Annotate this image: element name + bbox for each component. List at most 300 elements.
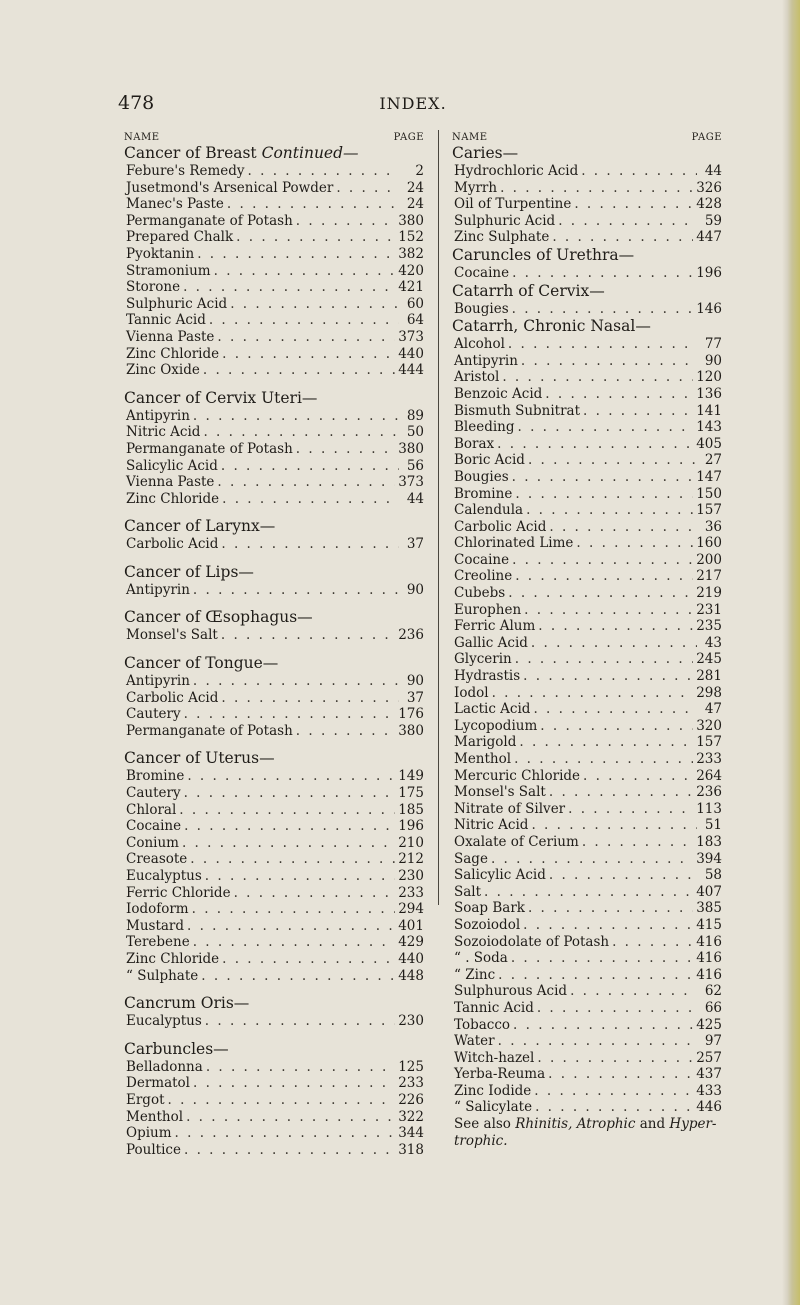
dot-leader (492, 685, 694, 702)
section-heading-text: Cancer of Lips— (124, 562, 254, 581)
entry-page: 415 (696, 916, 722, 933)
index-entry (124, 802, 424, 819)
column-header-name: NAME (124, 132, 160, 143)
entry-name: Lycopodium (454, 717, 538, 734)
entry-page: 149 (398, 768, 424, 785)
entry-page: 58 (704, 867, 722, 884)
entry-page: 440 (398, 950, 424, 967)
entry-page: 318 (398, 1141, 424, 1158)
dot-leader (484, 884, 693, 901)
index-entry (452, 1066, 722, 1083)
entry-name: Storone (126, 279, 181, 296)
dot-leader (558, 213, 697, 230)
entry-page: 43 (704, 634, 722, 651)
dot-leader (524, 602, 693, 619)
section-heading-continued: Continued— (261, 144, 359, 162)
entry-name: Mercuric Chloride (454, 767, 581, 784)
index-entry (452, 734, 722, 751)
entry-name: Tannic Acid (454, 999, 534, 1016)
entry-name: Cocaine (126, 818, 182, 835)
index-entry (452, 1050, 722, 1067)
dot-leader (205, 1013, 395, 1030)
entry-page: 196 (398, 818, 424, 835)
index-entry (452, 552, 722, 569)
section-heading-text: Cancer of Cervix Uteri— (124, 388, 318, 407)
entry-name: Europhen (454, 601, 522, 618)
entry-name: Eucalyptus (126, 1013, 202, 1030)
dot-leader (184, 706, 396, 723)
entry-page: 380 (398, 440, 424, 457)
entry-name: Zinc Chloride (126, 490, 220, 507)
entry-name: Mustard (126, 917, 185, 934)
entry-page: 185 (398, 801, 424, 818)
entry-name: Marigold (454, 734, 517, 751)
index-entry (124, 818, 424, 835)
entry-page: 281 (696, 668, 722, 685)
section-heading-text: Caruncles of Urethra— (452, 245, 635, 264)
dot-leader (206, 1059, 395, 1076)
index-entry (124, 785, 424, 802)
index-entry (124, 329, 424, 346)
dot-leader (568, 801, 693, 818)
index-column-left (124, 131, 424, 1158)
entry-page: 89 (406, 407, 424, 424)
index-entry (124, 180, 424, 197)
section-heading (452, 246, 722, 265)
dot-leader (187, 918, 395, 935)
index-entry (452, 336, 722, 353)
section-heading (124, 749, 424, 768)
entry-page: 90 (704, 352, 722, 369)
entry-name: Monsel's Salt (126, 627, 218, 644)
entry-name: Permanganate of Potash (126, 212, 293, 229)
entry-page: 421 (398, 279, 424, 296)
section-gap (124, 984, 424, 994)
dot-leader (221, 458, 399, 475)
index-entry (452, 213, 722, 230)
entry-page: 66 (704, 999, 722, 1016)
entry-page: 320 (696, 717, 722, 734)
entry-page: 385 (696, 900, 722, 917)
index-section (124, 994, 424, 1030)
dot-leader (515, 486, 693, 503)
dot-leader (497, 436, 693, 453)
index-entry (124, 213, 424, 230)
entry-name: Zinc Sulphate (454, 229, 550, 246)
dot-leader (209, 312, 399, 329)
dot-leader (512, 469, 694, 486)
index-entry (452, 419, 722, 436)
index-entry (452, 301, 722, 318)
dot-leader (612, 934, 693, 951)
entry-name: Antipyrin (454, 352, 518, 369)
entry-name: Bromine (126, 768, 185, 785)
index-entry (124, 458, 424, 475)
entry-name: “ Sulphate (126, 967, 199, 984)
entry-name: Febure's Remedy (126, 163, 245, 179)
index-entry (452, 180, 722, 197)
index-entry (452, 967, 722, 984)
entry-page: 37 (406, 536, 424, 553)
entry-name: Zinc Chloride (126, 950, 220, 967)
dot-leader (491, 851, 693, 868)
entry-name: Conium (126, 834, 179, 851)
index-entry (452, 685, 722, 702)
entry-page: 219 (696, 585, 722, 602)
entry-name: Antipyrin (126, 581, 190, 598)
index-entry (124, 968, 424, 985)
index-entry (452, 403, 722, 420)
entry-name: Zinc Iodide (454, 1082, 532, 1099)
index-entry (452, 801, 722, 818)
index-entry (452, 486, 722, 503)
dot-leader (175, 1125, 396, 1142)
entry-page: 416 (696, 966, 722, 983)
entry-name: Calendula (454, 502, 524, 519)
entry-page: 440 (398, 345, 424, 362)
index-entry (452, 768, 722, 785)
column-divider (438, 130, 439, 905)
index-entry (124, 296, 424, 313)
index-entry (452, 635, 722, 652)
dot-leader (179, 802, 395, 819)
index-entry (452, 535, 722, 552)
dot-leader (523, 668, 693, 685)
index-entry (452, 1033, 722, 1050)
entry-page: 146 (696, 300, 722, 317)
see-also-ref-1: Rhinitis, Atrophic (515, 1116, 636, 1133)
index-entry (452, 1000, 722, 1017)
index-entry (124, 1142, 424, 1159)
section-heading-text: Cancer of Larynx— (124, 517, 276, 536)
column-header-name: NAME (452, 132, 488, 143)
index-entry (452, 751, 722, 768)
index-entry (124, 474, 424, 491)
entry-page: 322 (398, 1108, 424, 1125)
entry-page: 143 (696, 419, 722, 436)
index-entry (452, 618, 722, 635)
entry-page: 150 (696, 485, 722, 502)
column-header-page: PAGE (691, 132, 722, 143)
section-gap (124, 553, 424, 563)
dot-leader (515, 568, 693, 585)
index-section (452, 317, 722, 1116)
dot-leader (230, 296, 399, 313)
entry-page: 196 (696, 264, 722, 281)
index-entry (124, 263, 424, 280)
entry-page: 62 (704, 983, 722, 1000)
entry-name: Ferric Alum (454, 618, 536, 635)
dot-leader (537, 1050, 693, 1067)
section-heading (124, 144, 424, 163)
dot-leader (576, 535, 693, 552)
index-entry (124, 627, 424, 644)
index-entry (452, 519, 722, 536)
section-heading (124, 608, 424, 627)
index-entry (124, 279, 424, 296)
entry-page: 233 (398, 884, 424, 901)
entry-page: 433 (696, 1082, 722, 1099)
entry-page: 429 (398, 934, 424, 951)
dot-leader (217, 474, 395, 491)
dot-leader (535, 1099, 693, 1116)
entry-name: Benzoic Acid (454, 385, 543, 402)
entry-name: Sozoiodol (454, 916, 521, 933)
entry-page: 176 (398, 706, 424, 723)
entry-name: Bleeding (454, 419, 515, 436)
entry-page: 36 (704, 518, 722, 535)
index-entry (452, 900, 722, 917)
entry-page: 56 (406, 457, 424, 474)
entry-name: Ergot (126, 1091, 165, 1108)
index-section (124, 1040, 424, 1159)
entry-name: Tobacco (454, 1016, 511, 1033)
dot-leader (248, 163, 399, 180)
dot-leader (531, 635, 697, 652)
dot-leader (537, 1000, 697, 1017)
entry-page: 448 (398, 967, 424, 984)
section-heading (124, 994, 424, 1013)
index-entry (452, 265, 722, 282)
dot-leader (203, 362, 395, 379)
entry-page: 27 (704, 452, 722, 469)
entry-name: Nitric Acid (454, 817, 529, 834)
dot-leader (234, 885, 396, 902)
index-entry (452, 983, 722, 1000)
entry-page: 298 (696, 684, 722, 701)
entry-name: Borax (454, 435, 495, 452)
entry-page: 344 (398, 1125, 424, 1142)
column-header (124, 131, 424, 144)
entry-page: 394 (696, 850, 722, 867)
entry-page: 24 (406, 179, 424, 196)
entry-page: 380 (398, 212, 424, 229)
dot-leader (570, 983, 697, 1000)
entry-page: 231 (696, 601, 722, 618)
entry-name: Myrrh (454, 179, 498, 196)
section-heading (124, 1040, 424, 1059)
entry-page: 24 (406, 196, 424, 213)
entry-page: 294 (398, 901, 424, 918)
dot-leader (521, 353, 697, 370)
entry-page: 257 (696, 1049, 722, 1066)
dot-leader (192, 901, 396, 918)
entry-page: 77 (704, 336, 722, 353)
dot-leader (221, 690, 399, 707)
index-entry (452, 452, 722, 469)
index-entry (124, 1075, 424, 1092)
entry-page: 50 (406, 424, 424, 441)
index-section (124, 608, 424, 644)
entry-name: Ferric Chloride (126, 884, 231, 901)
section-heading (452, 317, 722, 336)
dot-leader (545, 386, 693, 403)
entry-name: “ Salicylate (454, 1099, 533, 1116)
dot-leader (534, 1083, 693, 1100)
dot-leader (193, 673, 399, 690)
entry-name: Cocaine (454, 264, 510, 281)
entry-name: Tannic Acid (126, 312, 206, 329)
entry-page: 226 (398, 1091, 424, 1108)
dot-leader (193, 1075, 395, 1092)
entry-page: 200 (696, 551, 722, 568)
index-entry (452, 1099, 722, 1116)
dot-leader (519, 734, 693, 751)
column-header (452, 131, 722, 144)
dot-leader (193, 582, 399, 599)
entry-name: Menthol (454, 751, 512, 767)
entry-name: Menthol (126, 1108, 184, 1125)
entry-name: “ Zinc (454, 966, 496, 983)
entry-name: Antipyrin (126, 407, 190, 424)
index-entry (452, 229, 722, 246)
dot-leader (296, 441, 395, 458)
index-entry (124, 408, 424, 425)
index-entry (124, 673, 424, 690)
index-entry (124, 918, 424, 935)
index-column-right (452, 131, 722, 1149)
entry-name: Chlorinated Lime (454, 535, 574, 552)
entry-name: Eucalyptus (126, 868, 202, 884)
entry-name: Manec's Paste (126, 196, 224, 213)
dot-leader (184, 818, 395, 835)
entry-name: Zinc Chloride (126, 345, 220, 362)
index-entry (452, 585, 722, 602)
entry-name: Water (454, 1033, 495, 1050)
dot-leader (583, 768, 693, 785)
dot-leader (512, 552, 693, 569)
dot-leader (515, 651, 693, 668)
entry-page: 382 (398, 245, 424, 262)
index-entry (124, 424, 424, 441)
index-entry (124, 362, 424, 379)
entry-page: 97 (704, 1033, 722, 1050)
index-entry (452, 651, 722, 668)
dot-leader (187, 768, 395, 785)
entry-page: 236 (696, 784, 722, 801)
entry-page: 425 (696, 1016, 722, 1033)
index-entry (124, 885, 424, 902)
dot-leader (296, 723, 395, 740)
entry-name: Iodol (454, 684, 489, 701)
entry-name: Permanganate of Potash (126, 722, 293, 739)
entry-page: 183 (696, 833, 722, 850)
running-title: INDEX. (379, 94, 447, 113)
entry-page: 44 (704, 163, 722, 179)
index-entry (124, 723, 424, 740)
entry-name: Salicylic Acid (454, 867, 546, 884)
index-entry (452, 502, 722, 519)
entry-name: Witch-hazel (454, 1049, 535, 1066)
entry-name: Creoline (454, 568, 513, 585)
index-entry (452, 1083, 722, 1100)
dot-leader (182, 835, 395, 852)
entry-page: 446 (696, 1099, 722, 1116)
dot-leader (197, 246, 395, 263)
dot-leader (549, 784, 693, 801)
dot-leader (531, 817, 697, 834)
index-entry (124, 491, 424, 508)
entry-page: 120 (696, 369, 722, 386)
entry-name: Cautery (126, 706, 181, 723)
dot-leader (168, 1092, 396, 1109)
dot-leader (582, 834, 693, 851)
entry-name: Nitric Acid (126, 424, 201, 441)
index-entry (452, 701, 722, 718)
index-entry (124, 196, 424, 213)
dot-leader (184, 785, 396, 802)
index-entry (452, 469, 722, 486)
entry-name: Prepared Chalk (126, 229, 234, 246)
dot-leader (190, 851, 395, 868)
page-header (118, 92, 708, 118)
dot-leader (523, 917, 693, 934)
entry-name: Belladonna (126, 1058, 203, 1075)
entry-name: Sulphuric Acid (126, 295, 228, 312)
dot-leader (193, 934, 396, 951)
dot-leader (222, 491, 399, 508)
index-entry (452, 602, 722, 619)
entry-page: 373 (398, 328, 424, 345)
index-entry (124, 1109, 424, 1126)
entry-page: 160 (696, 535, 722, 552)
entry-name: Carbolic Acid (126, 536, 219, 553)
entry-page: 326 (696, 179, 722, 196)
entry-name: Carbolic Acid (454, 518, 547, 535)
index-entry (124, 246, 424, 263)
entry-name: Gallic Acid (454, 634, 528, 651)
dot-leader (549, 519, 697, 536)
dot-leader (549, 867, 697, 884)
dot-leader (518, 419, 694, 436)
entry-page: 64 (406, 312, 424, 329)
section-heading (124, 517, 424, 536)
section-gap (124, 1030, 424, 1040)
entry-name: Glycerin (454, 651, 512, 668)
entry-page: 235 (696, 618, 722, 635)
entry-name: Cocaine (454, 551, 510, 568)
dot-leader (193, 408, 399, 425)
entry-name: Pyoktanin (126, 245, 195, 262)
entry-name: Vienna Paste (126, 328, 215, 345)
entry-page: 141 (696, 402, 722, 419)
index-entry (452, 1017, 722, 1034)
section-gap (124, 739, 424, 749)
section-heading-text: Cancer of Uterus— (124, 749, 275, 768)
index-entry (124, 934, 424, 951)
index-entry (124, 851, 424, 868)
entry-page: 380 (398, 722, 424, 739)
entry-page: 44 (406, 490, 424, 507)
index-section (124, 144, 424, 379)
index-entry (124, 163, 424, 180)
entry-name: Stramonium (126, 262, 211, 279)
index-section (452, 282, 722, 318)
entry-name: Yerba-Reuma (454, 1066, 546, 1083)
section-heading-text: Catarrh of Cervix— (452, 281, 605, 300)
entry-page: 125 (398, 1058, 424, 1075)
entry-name: Bougies (454, 468, 509, 485)
dot-leader (214, 263, 396, 280)
entry-name: Jusetmond's Arsenical Powder (126, 179, 334, 196)
index-entry (124, 901, 424, 918)
index-entry (452, 817, 722, 834)
index-section (124, 389, 424, 508)
entry-name: Nitrate of Silver (454, 800, 566, 817)
index-entry (452, 436, 722, 453)
entry-page: 233 (696, 751, 722, 767)
index-entry (124, 346, 424, 363)
